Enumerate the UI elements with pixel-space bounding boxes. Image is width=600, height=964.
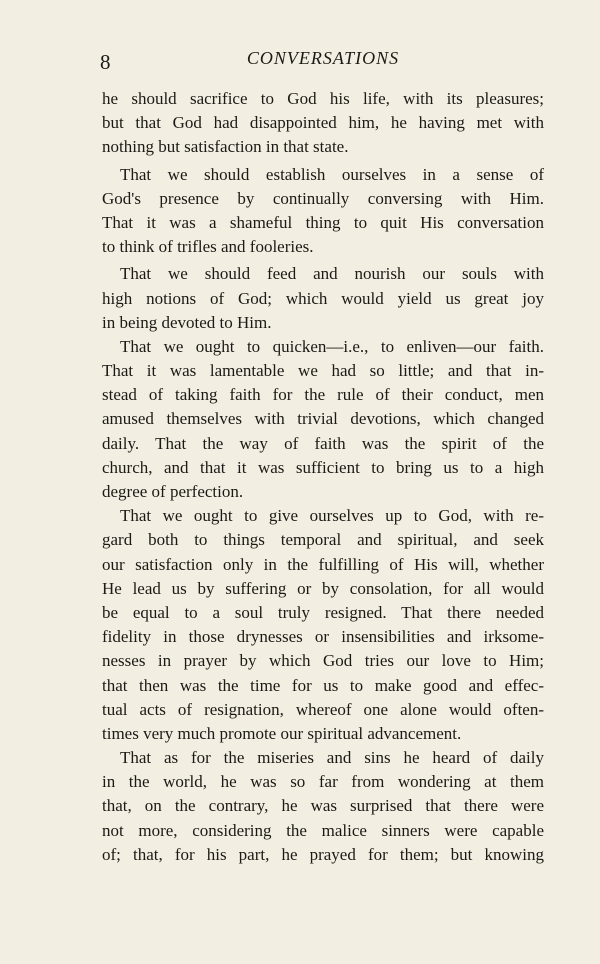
text-line: nesses in prayer by which God tries our love to Him; bbox=[102, 651, 544, 671]
body-text bbox=[102, 87, 544, 867]
text-line: daily. That the way of faith was the spirit of the bbox=[102, 433, 544, 453]
text-line: nothing but satisfaction in that state. bbox=[102, 137, 349, 157]
text-line: not more, considering the malice sinners were capable bbox=[102, 820, 544, 840]
paragraph bbox=[102, 262, 544, 335]
text-line: That we should establish ourselves in a sense of bbox=[120, 164, 544, 184]
text-line: That we should feed and nourish our souls with bbox=[120, 264, 544, 284]
running-title: CONVERSATIONS bbox=[246, 48, 400, 68]
text-line: That we ought to quicken—i.e., to enliven—our faith. bbox=[120, 336, 544, 356]
text-line: He lead us by suffering or by consolation, for all would bbox=[102, 578, 544, 598]
text-line: to think of trifles and fooleries. bbox=[102, 237, 314, 257]
text-line: fidelity in those drynesses or insensibilities and irksome- bbox=[102, 627, 544, 647]
text-line: gard both to things temporal and spiritual, and seek bbox=[102, 530, 544, 550]
text-line: That it was lamentable we had so little; and that in- bbox=[102, 361, 544, 381]
text-line: God's presence by continually conversing with Him. bbox=[102, 188, 544, 208]
text-line: our satisfaction only in the fulfilling of His will, whether bbox=[102, 554, 544, 574]
text-line: times very much promote our spiritual advancement. bbox=[102, 723, 462, 743]
text-line: tual acts of resignation, whereof one alone would often- bbox=[102, 699, 544, 719]
text-line: that, on the contrary, he was surprised that there were bbox=[102, 796, 544, 816]
text-line: of; that, for his part, he prayed for them; but knowing bbox=[102, 844, 544, 864]
paragraph bbox=[102, 87, 544, 160]
text-line: That we ought to give ourselves up to God, with re- bbox=[120, 506, 544, 526]
paragraph bbox=[102, 746, 544, 867]
text-line: in being devoted to Him. bbox=[102, 312, 272, 332]
text-line: That it was a shameful thing to quit His conversation bbox=[102, 212, 544, 232]
page-header bbox=[100, 46, 546, 74]
paragraph bbox=[102, 504, 544, 746]
text-line: be equal to a soul truly resigned. That there needed bbox=[102, 602, 544, 622]
text-line: church, and that it was sufficient to bring us to a high bbox=[102, 457, 544, 477]
paragraph bbox=[102, 335, 544, 504]
text-line: stead of taking faith for the rule of their conduct, men bbox=[102, 385, 544, 405]
text-line: but that God had disappointed him, he having met with bbox=[102, 113, 544, 133]
text-line: that then was the time for us to make good and effec- bbox=[102, 675, 544, 695]
text-line: degree of perfection. bbox=[102, 482, 244, 501]
text-line: high notions of God; which would yield us great joy bbox=[102, 288, 544, 308]
page-number: 8 bbox=[100, 50, 111, 74]
text-line: amused themselves with trivial devotions, which changed bbox=[102, 409, 544, 429]
paragraph bbox=[102, 163, 544, 260]
text-line: he should sacrifice to God his life, with its pleasures; bbox=[102, 89, 544, 108]
text-line: in the world, he was so far from wondering at them bbox=[102, 772, 544, 792]
text-line: That as for the miseries and sins he heard of daily bbox=[120, 748, 544, 768]
